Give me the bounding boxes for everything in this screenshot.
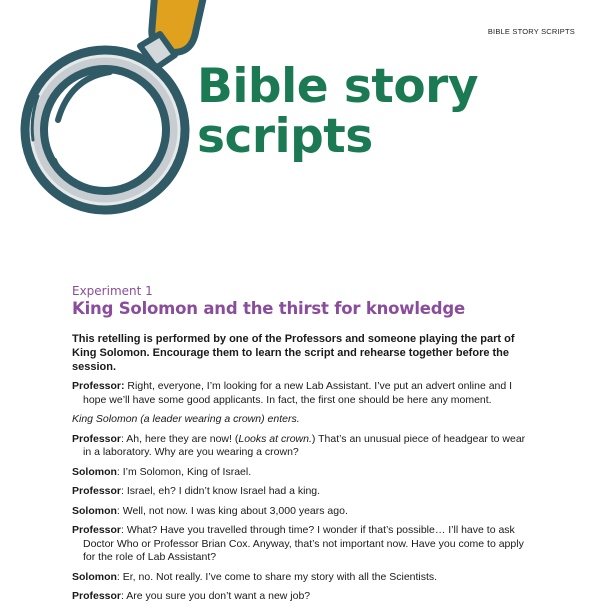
- line-text: : What? Have you travelled through time? I wonder if that’s possible… I’ll have to ask Doctor Who or Professor Brian Cox. Anyway, that’s not important now. Have you come to apply for the role of Lab Assistant?: [83, 524, 524, 563]
- page-title-line1: Bible story: [197, 59, 478, 114]
- speaker-name: Professor: [72, 432, 122, 445]
- page-title-line2: scripts: [197, 109, 373, 164]
- header-tag: BIBLE STORY SCRIPTS: [487, 27, 575, 36]
- line-text-continued: ) That’s an unusual piece of headgear to wear in a laboratory. Why are you wearing a crown?: [83, 432, 526, 458]
- script-body: [72, 332, 534, 610]
- script-line: [72, 380, 534, 407]
- intro-paragraph: This retelling is performed by one of the Professors and someone playing the part of King Solomon. Encourage them to learn the script and rehearse together before the session.: [72, 333, 515, 373]
- line-text: : I’m Solomon, King of Israel.: [116, 465, 252, 478]
- page-title: [197, 59, 478, 164]
- speaker-name: Solomon: [72, 504, 117, 517]
- stage-direction: King Solomon (a leader wearing a crown) enters.: [72, 413, 300, 425]
- speaker-name: Professor: [72, 485, 122, 497]
- script-line: [72, 485, 534, 499]
- speaker-name: Professor:: [72, 380, 125, 392]
- script-line: [72, 590, 534, 604]
- line-stage-note: Looks at crown.: [238, 432, 312, 445]
- experiment-label: Experiment 1: [72, 284, 153, 298]
- speaker-name: Professor: [72, 524, 122, 536]
- script-line: [72, 433, 534, 460]
- speaker-name: Professor: [72, 590, 122, 602]
- speaker-name: Solomon: [72, 465, 117, 478]
- script-line: [72, 524, 534, 565]
- script-line: [72, 466, 534, 480]
- line-text: : Are you sure you don’t want a new job?: [121, 590, 311, 602]
- line-text: : Ah, here they are now! (: [121, 432, 239, 445]
- line-text: : Well, not now. I was king about 3,000 years ago.: [116, 504, 348, 517]
- line-text: : Er, no. Not really. I’ve come to share my story with all the Scientists.: [116, 570, 438, 583]
- script-line: [72, 571, 534, 585]
- script-line: [72, 505, 534, 519]
- line-text: Right, everyone, I’m looking for a new Lab Assistant. I’ve put an advert online and I hope we’ll have some good applicants. In fact, the first one should be here any moment.: [83, 380, 513, 406]
- line-text: : Israel, eh? I didn’t know Israel had a king.: [121, 485, 321, 497]
- experiment-title: King Solomon and the thirst for knowledge: [72, 299, 466, 318]
- speaker-name: Solomon: [72, 570, 117, 583]
- magnifying-glass-icon: [0, 0, 220, 230]
